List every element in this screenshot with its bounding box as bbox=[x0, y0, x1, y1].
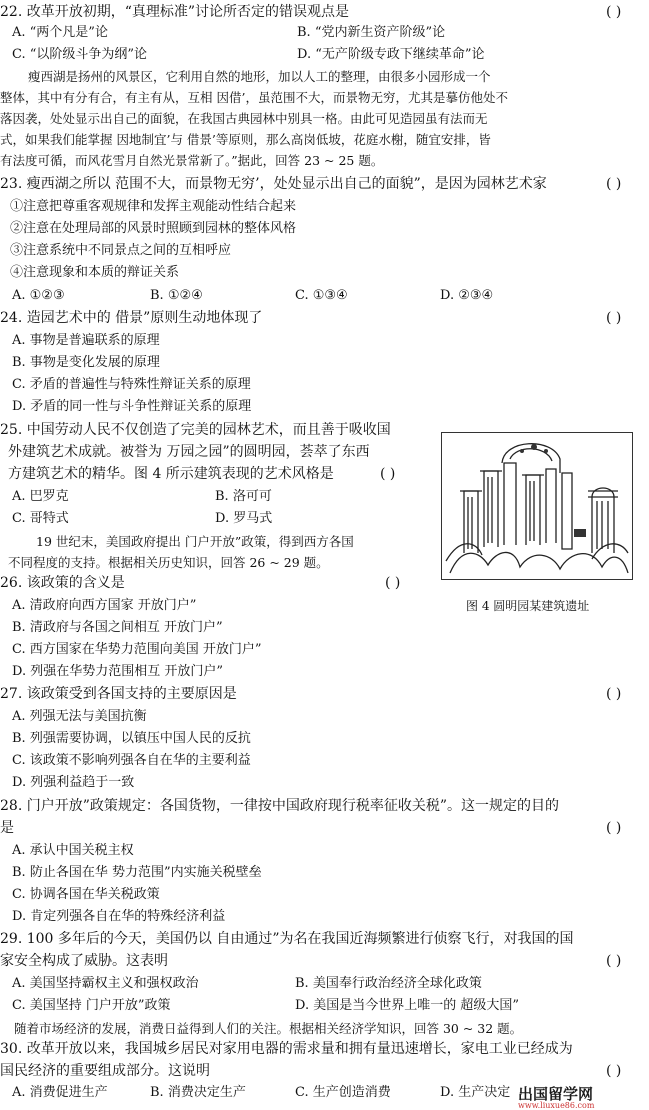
question-29-line: 家安全构成了威胁。这表明 bbox=[0, 953, 168, 969]
option-29-a: A. 美国坚持霸权主义和强权政治 bbox=[12, 976, 199, 991]
option-24-a: A. 事物是普遍联系的原理 bbox=[12, 333, 160, 348]
option-25-a: A. 巴罗克 bbox=[12, 489, 69, 504]
question-30-line: 30. 改革开放以来，我国城乡居民对家用电器的需求量和拥有量迅速增长，家电工业已经成为 bbox=[0, 1041, 573, 1057]
passage-line: 瘦西湖是扬州的风景区，它利用自然的地形，加以人工的整理，由很多小园形成一个 bbox=[28, 69, 491, 84]
question-28-line: 28. 门户开放”政策规定：各国货物，一律按中国政府现行税率征收关税”。这一规定的目的 bbox=[0, 798, 560, 814]
answer-blank-27: ( ) bbox=[606, 686, 622, 702]
answer-blank-29: ( ) bbox=[606, 953, 622, 969]
statement-23-4: ④注意现象和本质的辩证关系 bbox=[10, 265, 180, 280]
passage-line: 整体，其中有分有合，有主有从，互相 因借’，虽范围不大，而景物无穷，尤其是摹仿他处不 bbox=[0, 90, 508, 105]
question-27-stem: 27. 该政策受到各国支持的主要原因是 bbox=[0, 686, 237, 702]
answer-blank-24: ( ) bbox=[606, 310, 622, 326]
answer-blank-30: ( ) bbox=[606, 1063, 622, 1079]
option-28-c: C. 协调各国在华关税政策 bbox=[12, 887, 160, 902]
passage-open-door bbox=[0, 531, 430, 573]
passage-consumption bbox=[0, 1018, 640, 1039]
option-25-b: B. 洛可可 bbox=[215, 489, 272, 504]
statement-23-2: ②注意在处理局部的风景时照顾到园林的整体风格 bbox=[10, 221, 297, 236]
passage-line: 有法度可循，而风花雪月自然光景常新了。”据此，回答 23 ~ 25 题。 bbox=[0, 153, 384, 168]
option-23-d: D. ②③④ bbox=[440, 288, 494, 303]
option-30-d: D. 生产决定 bbox=[440, 1085, 511, 1100]
option-23-a: A. ①②③ bbox=[12, 288, 65, 303]
option-29-d: D. 美国是当今世界上唯一的 超级大国” bbox=[295, 998, 520, 1013]
option-30-b: B. 消费决定生产 bbox=[150, 1085, 246, 1100]
question-25-line: 25. 中国劳动人民不仅创造了完美的园林艺术，而且善于吸收国 bbox=[0, 422, 391, 438]
option-29-b: B. 美国奉行政治经济全球化政策 bbox=[295, 976, 482, 991]
answer-blank-22: ( ) bbox=[606, 4, 622, 20]
passage-line: 19 世纪末，美国政府提出 门户开放”政策，得到西方各国 bbox=[36, 534, 354, 549]
site-watermark-logo bbox=[518, 1083, 594, 1110]
answer-blank-23: ( ) bbox=[606, 176, 622, 192]
watermark-title: 出国留学网 bbox=[518, 1085, 594, 1103]
option-26-a: A. 清政府向西方国家 开放门户” bbox=[12, 598, 197, 613]
question-23-stem: 23. 瘦西湖之所以 范围不大，而景物无穷’，处处显示出自己的面貌”，是因为园林艺术家 bbox=[0, 176, 547, 192]
passage-shouxihu bbox=[0, 66, 640, 171]
statement-23-3: ③注意系统中不同景点之间的互相呼应 bbox=[10, 243, 232, 258]
option-28-b: B. 防止各国在华 势力范围”内实施关税壁垒 bbox=[12, 865, 262, 880]
option-24-b: B. 事物是变化发展的原理 bbox=[12, 355, 160, 370]
watermark-url: www.liuxue86.com bbox=[518, 1101, 595, 1110]
option-28-a: A. 承认中国关税主权 bbox=[12, 843, 134, 858]
question-25-line: 外建筑艺术成就。被誉为 万园之园”的圆明园，荟萃了东西 bbox=[8, 444, 370, 460]
question-26-stem: 26. 该政策的含义是 bbox=[0, 575, 125, 591]
option-24-d: D. 矛盾的同一性与斗争性辩证关系的原理 bbox=[12, 399, 252, 414]
option-26-c: C. 西方国家在华势力范围向美国 开放门户” bbox=[12, 642, 262, 657]
option-22-c: C. “以阶级斗争为纲”论 bbox=[12, 47, 148, 62]
answer-blank-25: ( ) bbox=[380, 466, 396, 482]
yuanmingyuan-ruins-illustration bbox=[442, 433, 632, 579]
option-22-b: B. “党内新生资产阶级”论 bbox=[297, 25, 446, 40]
passage-line: 落因袭，处处显示出自己的面貌，在我国古典园林中别具一格。由此可见造园虽有法而无 bbox=[0, 111, 488, 126]
option-23-b: B. ①②④ bbox=[150, 288, 203, 303]
figure-4-ruins-image bbox=[441, 432, 633, 580]
option-30-a: A. 消费促进生产 bbox=[12, 1085, 108, 1100]
question-24-stem: 24. 造园艺术中的 借景”原则生动地体现了 bbox=[0, 310, 263, 326]
option-25-c: C. 哥特式 bbox=[12, 511, 69, 526]
figure-4-caption: 图 4 圆明园某建筑遗址 bbox=[466, 599, 590, 613]
option-22-d: D. “无产阶级专政下继续革命”论 bbox=[297, 47, 485, 62]
option-22-a: A. “两个凡是”论 bbox=[12, 25, 108, 40]
question-25-line: 方建筑艺术的精华。图 4 所示建筑表现的艺术风格是 bbox=[8, 466, 334, 482]
passage-line: 不同程度的支持。根据相关历史知识，回答 26 ~ 29 题。 bbox=[8, 555, 329, 570]
option-23-c: C. ①③④ bbox=[295, 288, 348, 303]
answer-blank-26: ( ) bbox=[385, 575, 401, 591]
option-27-d: D. 列强利益趋于一致 bbox=[12, 775, 135, 790]
option-26-d: D. 列强在华势力范围相互 开放门户” bbox=[12, 664, 224, 679]
answer-blank-28: ( ) bbox=[606, 820, 622, 836]
question-28-line: 是 bbox=[0, 820, 14, 836]
option-29-c: C. 美国坚持 门户开放”政策 bbox=[12, 998, 171, 1013]
option-26-b: B. 清政府与各国之间相互 开放门户” bbox=[12, 620, 223, 635]
option-27-c: C. 该政策不影响列强各自在华的主要利益 bbox=[12, 753, 251, 768]
statement-23-1: ①注意把尊重客观规律和发挥主观能动性结合起来 bbox=[10, 199, 297, 214]
question-30-line: 国民经济的重要组成部分。这说明 bbox=[0, 1063, 210, 1079]
option-27-a: A. 列强无法与美国抗衡 bbox=[12, 709, 147, 724]
question-29-line: 29. 100 多年后的今天，美国仍以 自由通过”为名在我国近海频繁进行侦察飞行，对我国的国 bbox=[0, 931, 574, 947]
question-22-stem: 22. 改革开放初期，“真理标准”讨论所否定的错误观点是 bbox=[0, 4, 350, 20]
option-27-b: B. 列强需要协调，以镇压中国人民的反抗 bbox=[12, 731, 251, 746]
passage-line: 式，如果我们能掌握 因地制宜’与 借景’等原则，那么高岗低坡，花庭水榭，随宜安排，皆 bbox=[0, 132, 491, 147]
passage-line: 随着市场经济的发展，消费日益得到人们的关注。根据相关经济学知识，回答 30 ~ 32 题。 bbox=[14, 1021, 523, 1036]
option-30-c: C. 生产创造消费 bbox=[295, 1085, 391, 1100]
option-28-d: D. 肯定列强各自在华的特殊经济利益 bbox=[12, 909, 226, 924]
option-25-d: D. 罗马式 bbox=[215, 511, 273, 526]
option-24-c: C. 矛盾的普遍性与特殊性辩证关系的原理 bbox=[12, 377, 251, 392]
